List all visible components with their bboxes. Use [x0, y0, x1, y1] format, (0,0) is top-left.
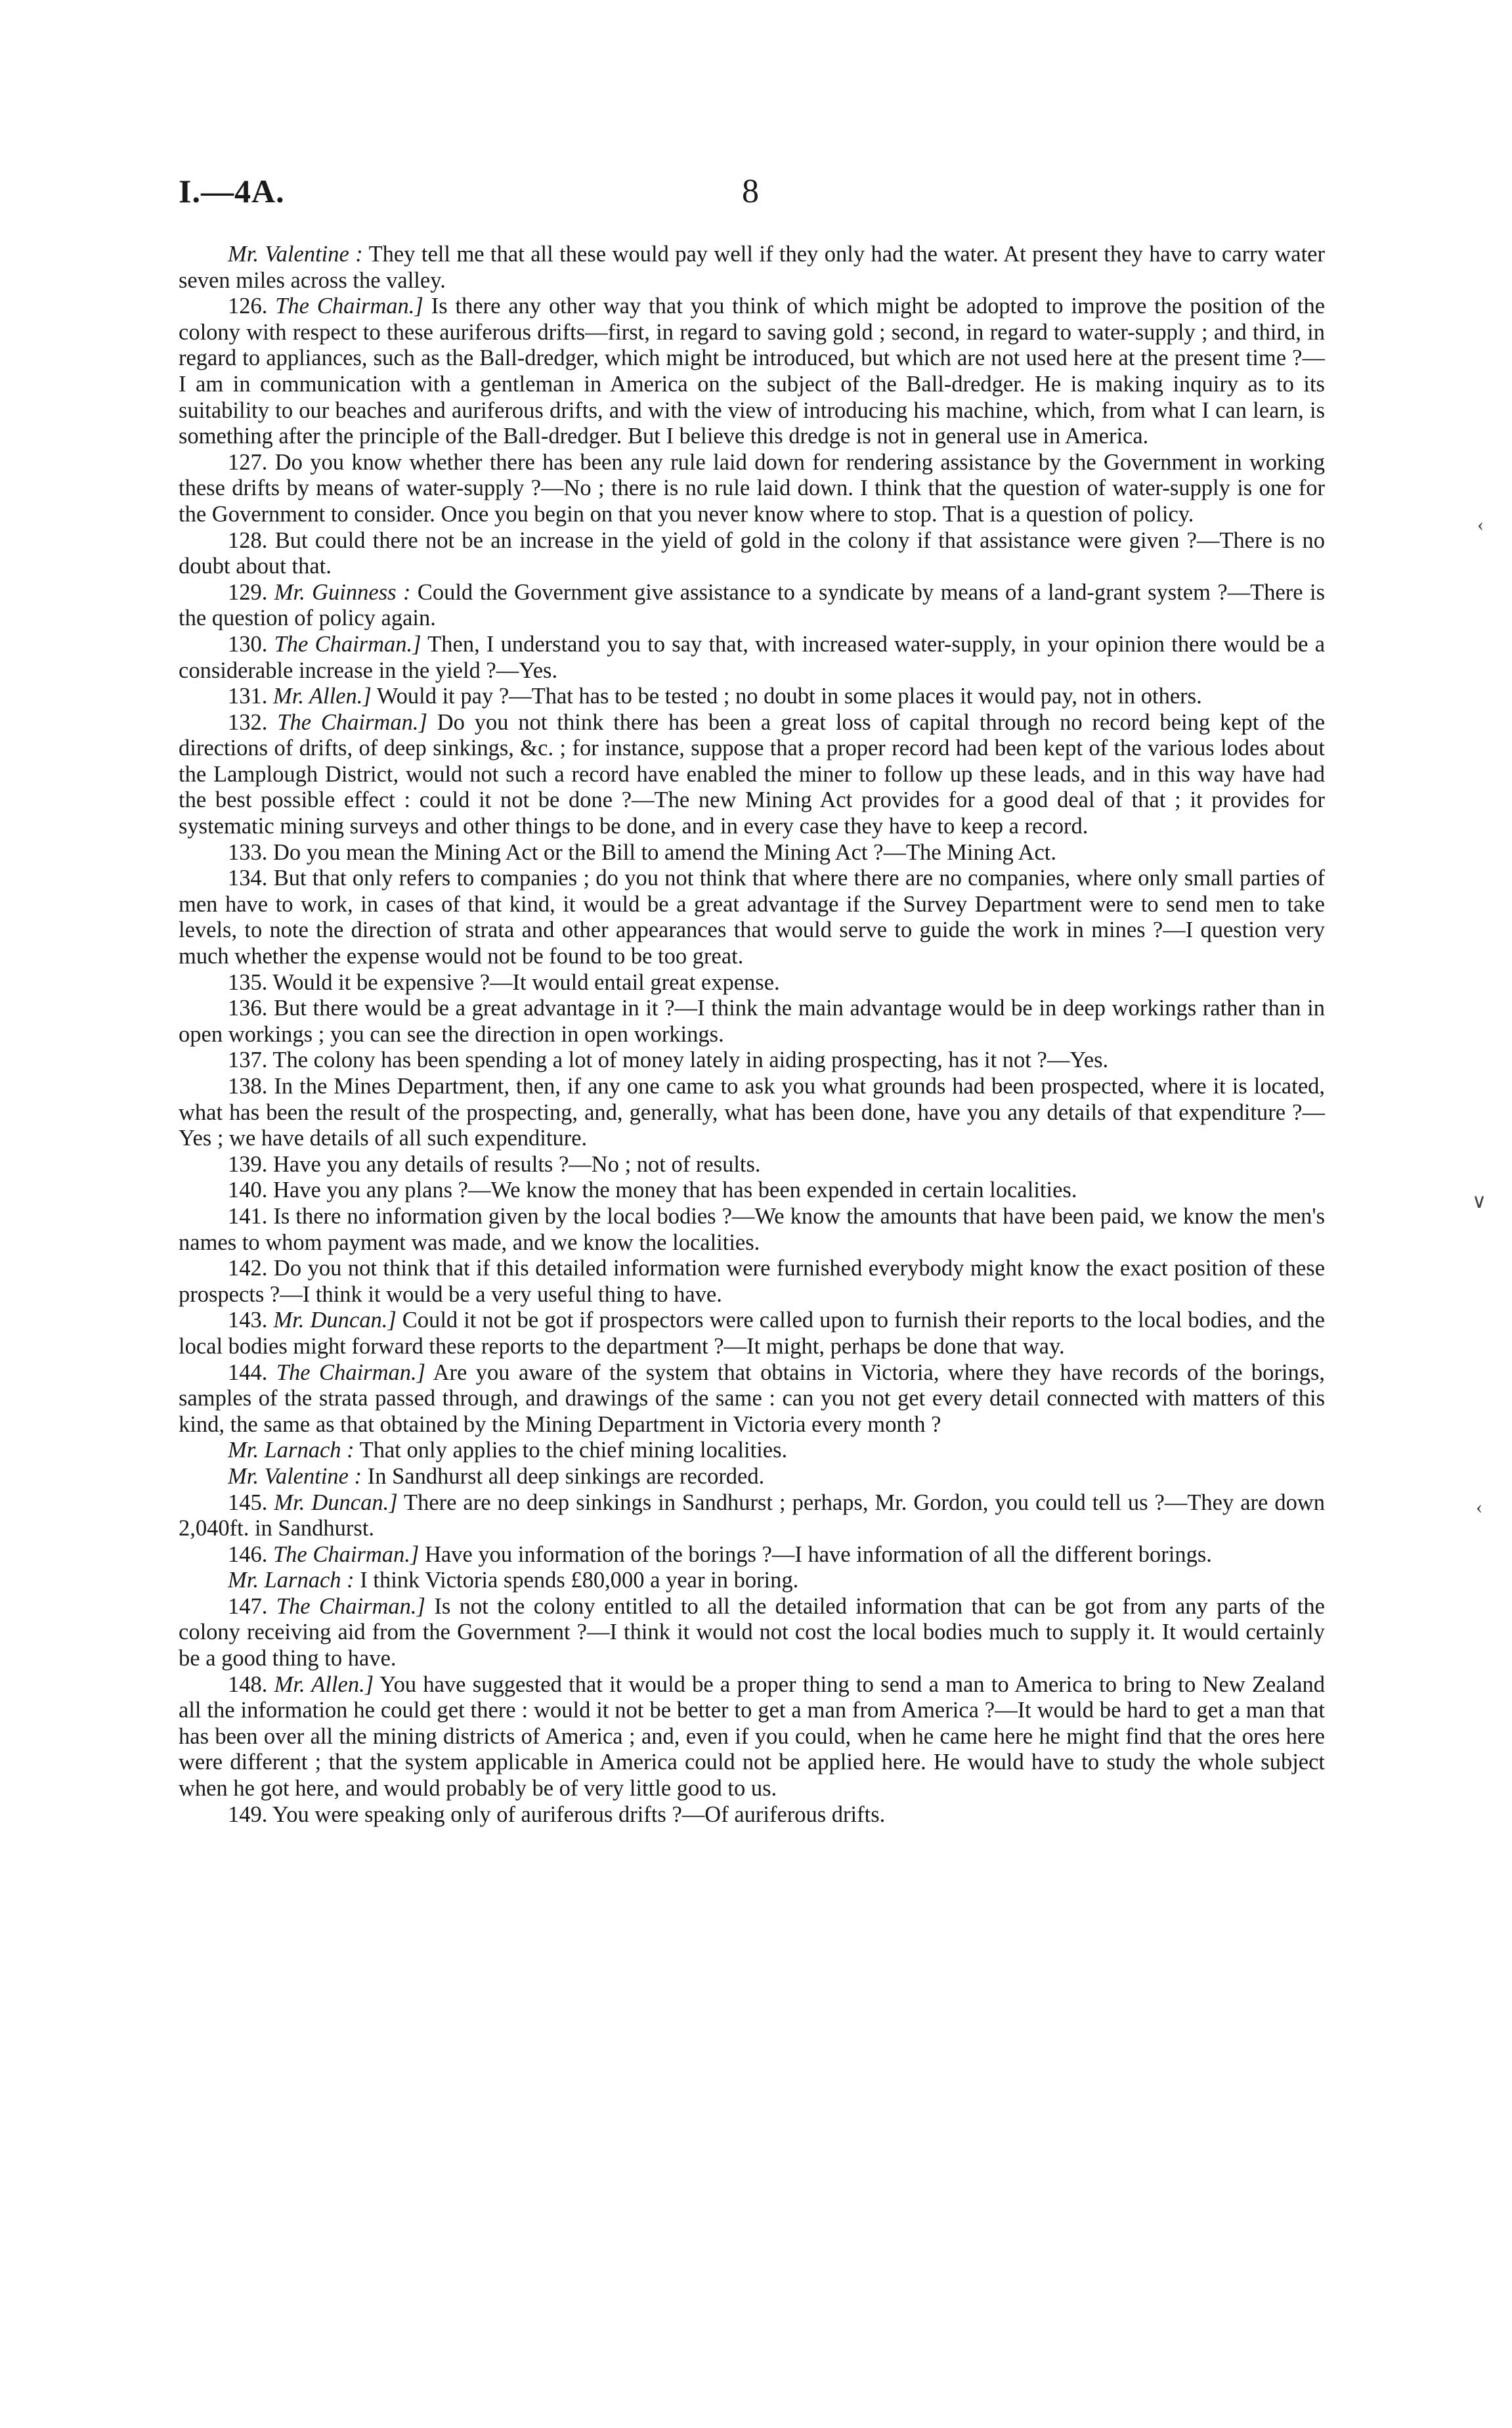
testimony-paragraph	[179, 1204, 1325, 1256]
testimony-paragraph	[179, 294, 1325, 450]
testimony-paragraph	[179, 1464, 1325, 1490]
testimony-paragraph	[179, 970, 1325, 996]
question-number: 126.	[228, 294, 268, 319]
testimony-paragraph	[179, 1672, 1325, 1802]
question-number: 128.	[228, 527, 268, 553]
speaker-name: Mr. Duncan.]	[274, 1490, 398, 1515]
paragraph-text: I think Victoria spends £80,000 a year in boring.	[354, 1568, 799, 1593]
testimony-body	[179, 242, 1325, 1828]
question-number: 129.	[228, 579, 268, 605]
speaker-name: Mr. Guinness :	[274, 579, 411, 605]
question-number: 132.	[228, 709, 268, 735]
question-number: 145.	[228, 1490, 268, 1515]
paragraph-text: Could it not be got if prospectors were called upon to furnish their reports to the local bodies, and the local bodies might forward these reports to the department ?—It might, perhaps be done that way.	[179, 1308, 1325, 1359]
paragraph-text: In Sandhurst all deep sinkings are recorded.	[362, 1463, 765, 1489]
paragraph-text: Is there any other way that you think of which might be adopted to improve the position of the colony with respect to these auriferous drifts—first, in regard to saving gold ; second, in regard to water-supply ; and third, in regard to appliances, such as the Ball-dredger, which might be introduced, but which are not used here at the present time ?—I am in communication with a gentleman in America on the subject of the Ball-dredger. He is making inquiry as to its suitability to our beaches and auriferous drifts, and with the view of introducing his machine, which, from what I can learn, is something after the principle of the Ball-dredger. But I believe this dredge is not in general use in America.	[179, 294, 1326, 449]
testimony-paragraph	[179, 242, 1325, 294]
question-number: 136.	[228, 996, 268, 1021]
testimony-paragraph	[179, 528, 1325, 580]
speaker-name: The Chairman.]	[275, 294, 423, 319]
testimony-paragraph	[179, 1256, 1325, 1308]
question-number: 130.	[228, 631, 268, 657]
question-number: 131.	[228, 684, 268, 709]
paragraph-text: Is not the colony entitled to all the detailed information that can be got from any parts of the colony receiving aid from the Government ?—I think it would not cost the local bodies much to supply it. It would certainly be a good thing to have.	[179, 1593, 1325, 1671]
question-number: 137.	[228, 1048, 268, 1073]
testimony-paragraph	[179, 1490, 1325, 1542]
question-number: 135.	[228, 969, 268, 995]
question-number: 141.	[228, 1203, 268, 1229]
testimony-paragraph	[179, 1568, 1325, 1594]
speaker-name: Mr. Allen.]	[274, 1671, 374, 1697]
speaker-name: The Chairman.]	[273, 1541, 420, 1567]
testimony-paragraph	[179, 1308, 1325, 1359]
paragraph-text: But there would be a great advantage in it ?—I think the main advantage would be in deep workings rather than in open workings ; you can see the direction in open workings.	[179, 996, 1326, 1047]
paragraph-text: Do you not think that if this detailed information were furnished everybody might know the exact position of these prospects ?—I think it would be a very useful thing to have.	[179, 1256, 1326, 1307]
testimony-paragraph	[179, 1438, 1325, 1464]
paragraph-text: The colony has been spending a lot of money lately in aiding prospecting, has it not ?—Yes.	[272, 1048, 1109, 1073]
paragraph-text: Do you mean the Mining Act or the Bill to amend the Mining Act ?—The Mining Act.	[273, 839, 1056, 865]
paragraph-text: Would it pay ?—That has to be tested ; no doubt in some places it would pay, not in others.	[371, 684, 1202, 709]
question-number: 149.	[228, 1801, 268, 1827]
margin-mark-icon: ‹	[1477, 514, 1484, 535]
testimony-paragraph	[179, 866, 1325, 969]
page-number: 8	[742, 173, 759, 210]
page-reference-code: I.—4A.	[179, 173, 285, 210]
speaker-name: Mr. Larnach :	[228, 1568, 355, 1593]
question-number: 139.	[228, 1151, 268, 1177]
testimony-paragraph	[179, 1594, 1325, 1672]
testimony-paragraph	[179, 450, 1325, 528]
paragraph-text: You have suggested that it would be a proper thing to send a man to America to bring to New Zealand all the information he could get there : would it not be better to get a man from America ?—It would be hard to get a man that has been over all the mining districts of America ; and, even if you could, when he came here he might find that the ores here were different ; that the system applicable in America could not be applied here. He would have to study the whole subject when he got here, and would probably be of very little good to us.	[179, 1671, 1326, 1801]
question-number: 146.	[228, 1541, 268, 1567]
speaker-name: The Chairman.]	[277, 709, 427, 735]
paragraph-text: Is there no information given by the local bodies ?—We know the amounts that have been paid, we know the men's names to whom payment was made, and we know the localities.	[179, 1203, 1325, 1255]
speaker-name: Mr. Allen.]	[273, 684, 372, 709]
question-number: 148.	[228, 1671, 268, 1697]
question-number: 142.	[228, 1256, 268, 1281]
question-number: 127.	[228, 449, 268, 475]
testimony-paragraph	[179, 580, 1325, 632]
speaker-name: Mr. Valentine :	[228, 242, 363, 267]
testimony-paragraph	[179, 684, 1325, 710]
speaker-name: The Chairman.]	[276, 1593, 425, 1619]
question-number: 144.	[228, 1359, 268, 1385]
speaker-name: Mr. Larnach :	[228, 1438, 355, 1463]
testimony-paragraph	[179, 1360, 1325, 1438]
testimony-paragraph	[179, 840, 1325, 866]
paragraph-text: Do you not think there has been a great loss of capital through no record being kept of the directions of drifts, of deep sinkings, &c. ; for instance, suppose that a proper record had been kept of the various lodes about the Lamplough District, would not such a record have enabled the miner to follow up these leads, and in this way have had the best possible effect : could it not be done ?—The new Mining Act provides for a good deal of that ; it provides for systematic mining surveys and other things to be done, and in every case they have to keep a record.	[179, 709, 1326, 839]
paragraph-text: Have you information of the borings ?—I have information of all the different borings.	[419, 1541, 1212, 1567]
testimony-paragraph	[179, 1074, 1325, 1152]
question-number: 134.	[228, 866, 268, 891]
paragraph-text: Are you aware of the system that obtains in Victoria, where they have records of the borings, samples of the strata passed through, and drawings of the same : can you not get every detail connected with matters of this kind, the same as that obtained by the Mining Department in Victoria every month ?	[179, 1359, 1325, 1437]
speaker-name: The Chairman.]	[276, 1359, 426, 1385]
paragraph-text: Then, I understand you to say that, with increased water-supply, in your opinion there would be a considerable increase in the yield ?—Yes.	[179, 631, 1326, 683]
paragraph-text: Could the Government give assistance to a syndicate by means of a land-grant system ?—There is the question of policy again.	[179, 579, 1325, 631]
paragraph-text: But could there not be an increase in the yield of gold in the colony if that assistance were given ?—There is no doubt about that.	[179, 527, 1326, 579]
testimony-paragraph	[179, 710, 1325, 840]
paragraph-text: Have you any details of results ?—No ; not of results.	[273, 1151, 761, 1177]
speaker-name: Mr. Valentine :	[228, 1463, 362, 1489]
margin-mark-icon: ∨	[1472, 1191, 1486, 1212]
question-number: 140.	[228, 1178, 268, 1203]
question-number: 147.	[228, 1593, 268, 1619]
paragraph-text: There are no deep sinkings in Sandhurst ; perhaps, Mr. Gordon, you could tell us ?—They are down 2,040ft. in Sandhurst.	[179, 1490, 1326, 1541]
testimony-paragraph	[179, 1152, 1325, 1178]
paragraph-text: Would it be expensive ?—It would entail great expense.	[272, 969, 780, 995]
question-number: 133.	[228, 839, 268, 865]
testimony-paragraph	[179, 1802, 1325, 1828]
speaker-name: The Chairman.]	[274, 631, 421, 657]
paragraph-text: You were speaking only of auriferous drifts ?—Of auriferous drifts.	[272, 1801, 886, 1827]
question-number: 138.	[228, 1074, 268, 1099]
paragraph-text: They tell me that all these would pay well if they only had the water. At present they have to carry water seven miles across the valley.	[179, 242, 1325, 293]
testimony-paragraph	[179, 1048, 1325, 1074]
testimony-paragraph	[179, 1178, 1325, 1204]
testimony-paragraph	[179, 632, 1325, 684]
paragraph-text: Have you any plans ?—We know the money that has been expended in certain localities.	[273, 1178, 1077, 1203]
testimony-paragraph	[179, 1542, 1325, 1568]
speaker-name: Mr. Duncan.]	[273, 1308, 397, 1333]
question-number: 143.	[228, 1308, 268, 1333]
paragraph-text: But that only refers to companies ; do you not think that where there are no companies, where only small parties of men have to work, in cases of that kind, it would be a great advantage if the Survey Department were to send men to take levels, to note the direction of strata and other appearances that would serve to guide the work in mines ?—I question very much whether the expense would not be found to be too great.	[179, 866, 1326, 969]
testimony-paragraph	[179, 996, 1325, 1048]
paragraph-text: In the Mines Department, then, if any one came to ask you what grounds had been prospected, where it is located, what has been the result of the prospecting, and, generally, what has been done, have you any details of that expenditure ?—Yes ; we have details of all such expenditure.	[179, 1074, 1326, 1151]
paragraph-text: That only applies to the chief mining localities.	[354, 1438, 788, 1463]
paragraph-text: Do you know whether there has been any rule laid down for rendering assistance by the Government in working these drifts by means of water-supply ?—No ; there is no rule laid down. I think that the question of water-supply is one for the Government to consider. Once you begin on that you never know where to stop. That is a question of policy.	[179, 449, 1325, 527]
margin-mark-icon: ‹	[1476, 1496, 1482, 1518]
